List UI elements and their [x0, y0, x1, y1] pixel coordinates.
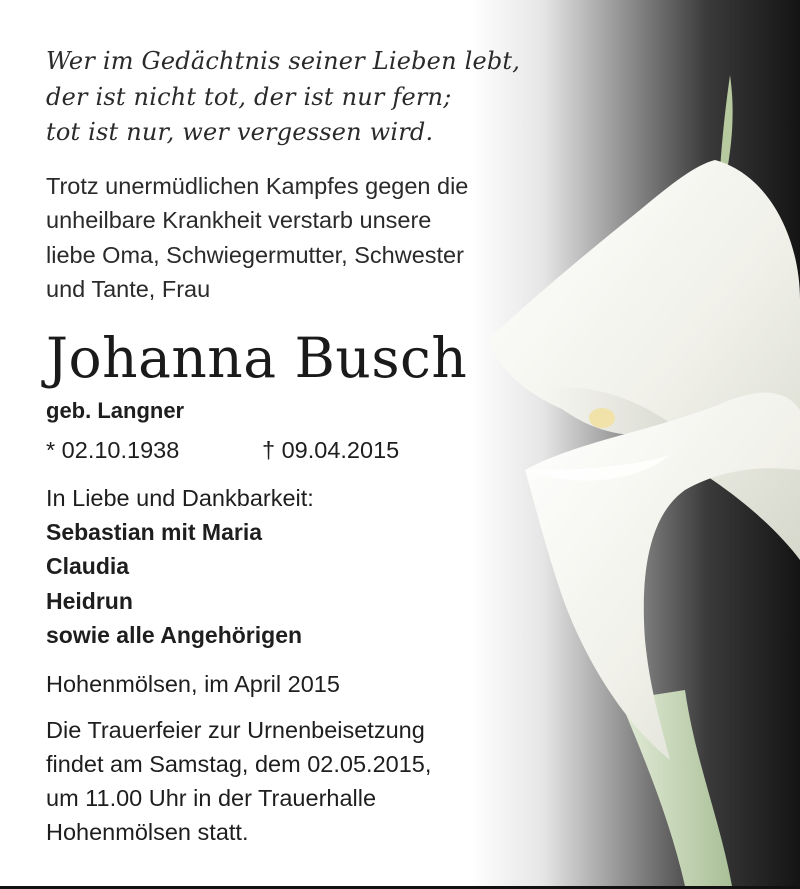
- mourner-name: sowie alle Angehörigen: [46, 622, 303, 648]
- funeral-line: um 11.00 Uhr in der Trauerhalle: [46, 784, 377, 811]
- funeral-info: [46, 713, 566, 849]
- notice-text: [46, 44, 566, 849]
- funeral-line: Die Trauerfeier zur Urnenbeisetzung: [46, 716, 425, 743]
- intro-line: und Tante, Frau: [46, 276, 211, 302]
- mourner-name: Claudia: [46, 553, 130, 579]
- memorial-quote: [46, 44, 566, 151]
- intro-line: Trotz unermüdlichen Kampfes gegen die: [46, 172, 469, 199]
- quote-line: der ist nicht tot, der ist nur fern;: [46, 82, 452, 111]
- mourners-list: [46, 515, 566, 653]
- mourner-name: Sebastian mit Maria: [46, 518, 263, 545]
- deceased-name: Johanna Busch: [46, 325, 468, 390]
- funeral-line: findet am Samstag, dem 02.05.2015,: [46, 750, 432, 777]
- intro-line: liebe Oma, Schwiegermutter, Schwester: [46, 241, 464, 268]
- place-date: Hohenmölsen, im April 2015: [46, 670, 340, 697]
- quote-line: Wer im Gedächtnis seiner Lieben lebt,: [46, 47, 521, 75]
- mourner-name: Heidrun: [46, 587, 133, 614]
- death-date: † 09.04.2015: [262, 436, 400, 463]
- funeral-line: Hohenmölsen statt.: [46, 818, 249, 845]
- birth-date: * 02.10.1938: [46, 436, 180, 463]
- maiden-name: geb. Langner: [46, 397, 185, 423]
- intro-text: [46, 169, 566, 307]
- intro-line: unheilbare Krankheit verstarb unsere: [46, 207, 432, 233]
- life-dates: [46, 433, 566, 467]
- mourners-label: In Liebe und Dankbarkeit:: [46, 484, 314, 511]
- quote-line: tot ist nur, wer vergessen wird.: [46, 118, 434, 146]
